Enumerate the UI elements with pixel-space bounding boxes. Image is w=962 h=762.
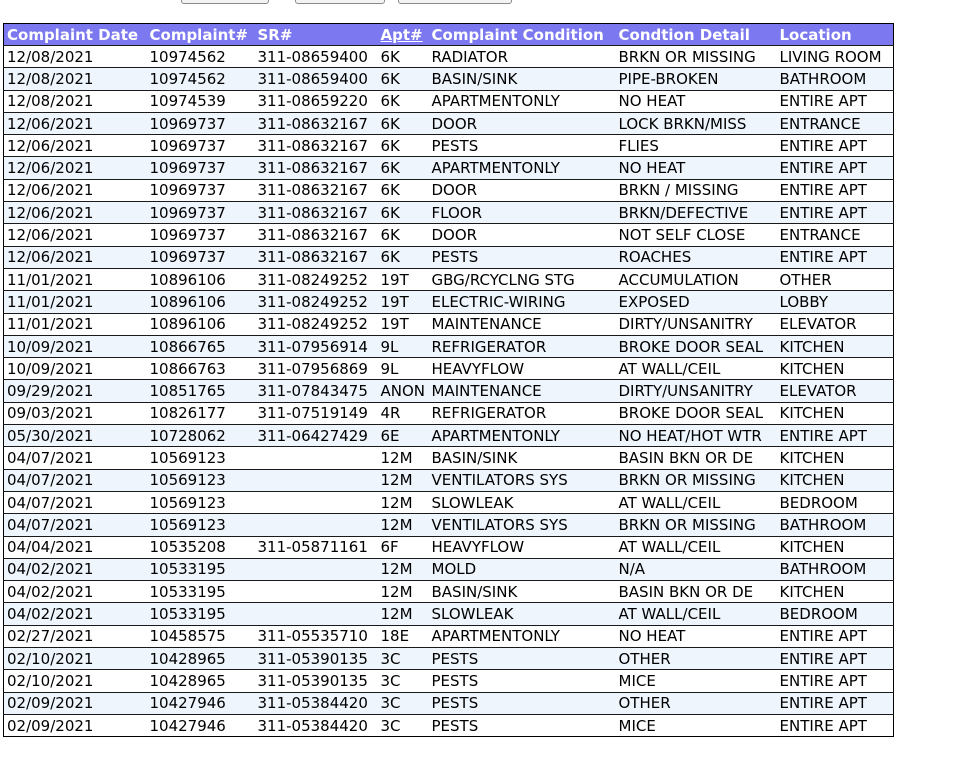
cell-complaint-number: 10896106: [147, 291, 255, 313]
cell-apt-number: ANON: [378, 380, 429, 402]
cell-sr-number: [255, 514, 378, 536]
cell-complaint-number: 10427946: [147, 714, 255, 736]
cell-complaint-date: 04/07/2021: [4, 447, 147, 469]
table-row: [4, 692, 894, 714]
cell-condition-detail: BRKN OR MISSING: [616, 469, 777, 491]
cell-complaint-condition: SLOWLEAK: [429, 603, 616, 625]
cell-apt-number: 6K: [378, 90, 429, 112]
cell-complaint-date: 12/06/2021: [4, 112, 147, 134]
cell-complaint-number: 10974539: [147, 90, 255, 112]
cell-complaint-date: 04/07/2021: [4, 514, 147, 536]
cell-complaint-date: 05/30/2021: [4, 425, 147, 447]
cell-complaint-number: 10851765: [147, 380, 255, 402]
cell-sr-number: 311-05390135: [255, 670, 378, 692]
header-condition-detail: Condtion Detail: [616, 24, 777, 46]
cell-complaint-condition: BASIN/SINK: [429, 581, 616, 603]
cell-condition-detail: NO HEAT/HOT WTR: [616, 425, 777, 447]
cell-complaint-condition: APARTMENTONLY: [429, 625, 616, 647]
cell-location: ENTIRE APT: [777, 179, 894, 201]
cell-complaint-condition: MAINTENANCE: [429, 380, 616, 402]
cell-location: ENTIRE APT: [777, 648, 894, 670]
table-row: [4, 291, 894, 313]
cell-complaint-number: 10866765: [147, 335, 255, 357]
cell-location: ENTRANCE: [777, 224, 894, 246]
table-row: [4, 313, 894, 335]
cell-location: ENTIRE APT: [777, 202, 894, 224]
cell-complaint-date: 04/02/2021: [4, 581, 147, 603]
cell-sr-number: 311-05390135: [255, 648, 378, 670]
cell-complaint-number: 10969737: [147, 179, 255, 201]
cell-complaint-date: 02/09/2021: [4, 714, 147, 736]
cell-condition-detail: OTHER: [616, 648, 777, 670]
cell-location: KITCHEN: [777, 581, 894, 603]
cell-sr-number: 311-08632167: [255, 112, 378, 134]
cell-location: BEDROOM: [777, 603, 894, 625]
cell-location: KITCHEN: [777, 402, 894, 424]
cell-complaint-number: 10569123: [147, 469, 255, 491]
cell-complaint-condition: VENTILATORS SYS: [429, 514, 616, 536]
cell-complaint-condition: APARTMENTONLY: [429, 425, 616, 447]
cell-complaint-condition: FLOOR: [429, 202, 616, 224]
cell-condition-detail: NOT SELF CLOSE: [616, 224, 777, 246]
cell-complaint-number: 10896106: [147, 313, 255, 335]
cell-complaint-condition: DOOR: [429, 179, 616, 201]
cell-location: KITCHEN: [777, 447, 894, 469]
cell-sr-number: 311-08249252: [255, 291, 378, 313]
table-row: [4, 491, 894, 513]
top-controls: [0, 0, 962, 8]
cell-complaint-condition: SLOWLEAK: [429, 491, 616, 513]
cell-apt-number: 12M: [378, 491, 429, 513]
cell-complaint-date: 09/03/2021: [4, 402, 147, 424]
cell-complaint-date: 12/08/2021: [4, 46, 147, 68]
cell-condition-detail: BRKN OR MISSING: [616, 514, 777, 536]
cell-apt-number: 6K: [378, 112, 429, 134]
cell-sr-number: 311-08249252: [255, 313, 378, 335]
cell-apt-number: 12M: [378, 469, 429, 491]
cell-complaint-condition: PESTS: [429, 246, 616, 268]
cell-sr-number: 311-07519149: [255, 402, 378, 424]
cell-apt-number: 6K: [378, 224, 429, 246]
cell-apt-number: 3C: [378, 692, 429, 714]
complaints-table: [3, 23, 894, 737]
table-row: [4, 670, 894, 692]
cell-complaint-number: 10866763: [147, 358, 255, 380]
cell-sr-number: 311-05384420: [255, 692, 378, 714]
cell-sr-number: 311-08632167: [255, 135, 378, 157]
cell-location: ENTIRE APT: [777, 135, 894, 157]
cell-apt-number: 6K: [378, 68, 429, 90]
cell-condition-detail: N/A: [616, 558, 777, 580]
cell-complaint-condition: PESTS: [429, 670, 616, 692]
cell-sr-number: [255, 603, 378, 625]
cell-complaint-date: 12/06/2021: [4, 157, 147, 179]
table-body: [4, 46, 894, 737]
cell-complaint-date: 02/09/2021: [4, 692, 147, 714]
table-row: [4, 714, 894, 736]
cell-location: BATHROOM: [777, 68, 894, 90]
cell-complaint-condition: BASIN/SINK: [429, 68, 616, 90]
cell-condition-detail: ROACHES: [616, 246, 777, 268]
cell-sr-number: 311-05535710: [255, 625, 378, 647]
cell-location: KITCHEN: [777, 358, 894, 380]
cell-complaint-condition: PESTS: [429, 714, 616, 736]
cell-apt-number: 4R: [378, 402, 429, 424]
cell-complaint-condition: MAINTENANCE: [429, 313, 616, 335]
cell-complaint-date: 12/06/2021: [4, 179, 147, 201]
cell-complaint-number: 10969737: [147, 246, 255, 268]
cell-complaint-date: 04/02/2021: [4, 603, 147, 625]
cell-complaint-number: 10533195: [147, 603, 255, 625]
cell-condition-detail: MICE: [616, 670, 777, 692]
table-row: [4, 68, 894, 90]
table-row: [4, 380, 894, 402]
cell-apt-number: 3C: [378, 714, 429, 736]
cell-sr-number: [255, 447, 378, 469]
cell-complaint-number: 10826177: [147, 402, 255, 424]
cell-complaint-date: 11/01/2021: [4, 291, 147, 313]
cell-sr-number: [255, 491, 378, 513]
top-button-2[interactable]: [295, 0, 385, 4]
table-row: [4, 179, 894, 201]
cell-location: ELEVATOR: [777, 313, 894, 335]
cell-complaint-number: 10569123: [147, 447, 255, 469]
cell-complaint-condition: REFRIGERATOR: [429, 402, 616, 424]
cell-location: ENTIRE APT: [777, 714, 894, 736]
cell-condition-detail: BRKN / MISSING: [616, 179, 777, 201]
cell-apt-number: 6E: [378, 425, 429, 447]
cell-location: OTHER: [777, 268, 894, 290]
cell-apt-number: 3C: [378, 670, 429, 692]
table-row: [4, 469, 894, 491]
cell-complaint-date: 12/08/2021: [4, 90, 147, 112]
cell-complaint-number: 10974562: [147, 46, 255, 68]
top-button-1[interactable]: [181, 0, 269, 4]
table-row: [4, 358, 894, 380]
cell-condition-detail: DIRTY/UNSANITRY: [616, 313, 777, 335]
cell-sr-number: [255, 581, 378, 603]
cell-condition-detail: NO HEAT: [616, 625, 777, 647]
header-complaint-date: Complaint Date: [4, 24, 147, 46]
cell-complaint-date: 02/27/2021: [4, 625, 147, 647]
table-header-row: [4, 24, 894, 46]
cell-sr-number: 311-07956914: [255, 335, 378, 357]
cell-condition-detail: AT WALL/CEIL: [616, 603, 777, 625]
cell-sr-number: 311-08249252: [255, 268, 378, 290]
cell-complaint-condition: REFRIGERATOR: [429, 335, 616, 357]
cell-complaint-number: 10533195: [147, 558, 255, 580]
cell-complaint-condition: HEAVYFLOW: [429, 536, 616, 558]
table-row: [4, 335, 894, 357]
header-complaint-number: Complaint#: [147, 24, 255, 46]
cell-condition-detail: BROKE DOOR SEAL: [616, 402, 777, 424]
table-row: [4, 46, 894, 68]
header-sr-number: SR#: [255, 24, 378, 46]
cell-apt-number: 12M: [378, 603, 429, 625]
cell-complaint-number: 10428965: [147, 648, 255, 670]
cell-sr-number: 311-08659400: [255, 68, 378, 90]
cell-complaint-number: 10569123: [147, 491, 255, 513]
cell-condition-detail: MICE: [616, 714, 777, 736]
cell-location: BATHROOM: [777, 558, 894, 580]
cell-condition-detail: BRKN/DEFECTIVE: [616, 202, 777, 224]
cell-apt-number: 9L: [378, 335, 429, 357]
table-row: [4, 447, 894, 469]
cell-complaint-date: 12/06/2021: [4, 135, 147, 157]
cell-sr-number: 311-08632167: [255, 202, 378, 224]
cell-complaint-number: 10458575: [147, 625, 255, 647]
cell-apt-number: 19T: [378, 268, 429, 290]
cell-apt-number: 6K: [378, 179, 429, 201]
cell-apt-number: 18E: [378, 625, 429, 647]
cell-apt-number: 12M: [378, 447, 429, 469]
cell-sr-number: 311-08632167: [255, 157, 378, 179]
cell-complaint-date: 04/07/2021: [4, 491, 147, 513]
cell-location: ENTIRE APT: [777, 246, 894, 268]
cell-complaint-condition: GBG/RCYCLNG STG: [429, 268, 616, 290]
cell-complaint-date: 04/04/2021: [4, 536, 147, 558]
cell-complaint-condition: PESTS: [429, 135, 616, 157]
cell-apt-number: 19T: [378, 291, 429, 313]
cell-location: BEDROOM: [777, 491, 894, 513]
complaints-table-container: [3, 23, 894, 737]
cell-location: KITCHEN: [777, 536, 894, 558]
cell-complaint-number: 10535208: [147, 536, 255, 558]
cell-complaint-number: 10896106: [147, 268, 255, 290]
cell-condition-detail: AT WALL/CEIL: [616, 491, 777, 513]
table-row: [4, 402, 894, 424]
cell-condition-detail: AT WALL/CEIL: [616, 536, 777, 558]
table-row: [4, 648, 894, 670]
cell-complaint-condition: HEAVYFLOW: [429, 358, 616, 380]
cell-complaint-condition: APARTMENTONLY: [429, 157, 616, 179]
cell-complaint-date: 09/29/2021: [4, 380, 147, 402]
cell-complaint-date: 04/07/2021: [4, 469, 147, 491]
cell-complaint-number: 10974562: [147, 68, 255, 90]
cell-condition-detail: ACCUMULATION: [616, 268, 777, 290]
table-row: [4, 581, 894, 603]
cell-complaint-date: 04/02/2021: [4, 558, 147, 580]
table-row: [4, 224, 894, 246]
cell-complaint-date: 10/09/2021: [4, 335, 147, 357]
table-row: [4, 246, 894, 268]
cell-apt-number: 6K: [378, 202, 429, 224]
top-button-3[interactable]: [398, 0, 512, 4]
cell-location: BATHROOM: [777, 514, 894, 536]
cell-sr-number: 311-08659220: [255, 90, 378, 112]
cell-apt-number: 6K: [378, 246, 429, 268]
cell-complaint-condition: ELECTRIC-WIRING: [429, 291, 616, 313]
cell-complaint-condition: BASIN/SINK: [429, 447, 616, 469]
cell-apt-number: 6K: [378, 135, 429, 157]
cell-condition-detail: BASIN BKN OR DE: [616, 447, 777, 469]
header-complaint-condition: Complaint Condition: [429, 24, 616, 46]
cell-sr-number: 311-08632167: [255, 224, 378, 246]
cell-location: ENTIRE APT: [777, 157, 894, 179]
cell-complaint-date: 02/10/2021: [4, 648, 147, 670]
cell-complaint-condition: VENTILATORS SYS: [429, 469, 616, 491]
cell-apt-number: 12M: [378, 514, 429, 536]
cell-location: ENTIRE APT: [777, 425, 894, 447]
cell-location: LOBBY: [777, 291, 894, 313]
table-row: [4, 514, 894, 536]
header-apt-number-sort-link[interactable]: Apt#: [378, 24, 429, 46]
cell-condition-detail: FLIES: [616, 135, 777, 157]
cell-complaint-condition: PESTS: [429, 648, 616, 670]
cell-complaint-condition: PESTS: [429, 692, 616, 714]
cell-apt-number: 6K: [378, 46, 429, 68]
cell-complaint-date: 12/08/2021: [4, 68, 147, 90]
table-row: [4, 558, 894, 580]
cell-complaint-condition: MOLD: [429, 558, 616, 580]
cell-complaint-condition: RADIATOR: [429, 46, 616, 68]
cell-sr-number: 311-08632167: [255, 246, 378, 268]
cell-complaint-condition: DOOR: [429, 224, 616, 246]
cell-location: ENTIRE APT: [777, 625, 894, 647]
cell-location: KITCHEN: [777, 469, 894, 491]
cell-complaint-date: 10/09/2021: [4, 358, 147, 380]
cell-complaint-date: 12/06/2021: [4, 202, 147, 224]
cell-location: LIVING ROOM: [777, 46, 894, 68]
cell-complaint-number: 10969737: [147, 202, 255, 224]
cell-complaint-number: 10969737: [147, 224, 255, 246]
cell-sr-number: 311-05871161: [255, 536, 378, 558]
cell-apt-number: 12M: [378, 558, 429, 580]
header-location: Location: [777, 24, 894, 46]
cell-apt-number: 3C: [378, 648, 429, 670]
table-row: [4, 112, 894, 134]
cell-sr-number: [255, 469, 378, 491]
table-row: [4, 202, 894, 224]
cell-sr-number: 311-08632167: [255, 179, 378, 201]
cell-sr-number: 311-05384420: [255, 714, 378, 736]
cell-location: ENTRANCE: [777, 112, 894, 134]
cell-complaint-number: 10533195: [147, 581, 255, 603]
cell-condition-detail: LOCK BRKN/MISS: [616, 112, 777, 134]
cell-condition-detail: NO HEAT: [616, 157, 777, 179]
cell-sr-number: 311-07956869: [255, 358, 378, 380]
cell-condition-detail: BRKN OR MISSING: [616, 46, 777, 68]
cell-condition-detail: BROKE DOOR SEAL: [616, 335, 777, 357]
cell-location: ENTIRE APT: [777, 692, 894, 714]
cell-complaint-number: 10969737: [147, 157, 255, 179]
cell-condition-detail: BASIN BKN OR DE: [616, 581, 777, 603]
table-row: [4, 90, 894, 112]
cell-sr-number: [255, 558, 378, 580]
cell-complaint-condition: DOOR: [429, 112, 616, 134]
cell-complaint-number: 10569123: [147, 514, 255, 536]
cell-apt-number: 19T: [378, 313, 429, 335]
cell-location: ENTIRE APT: [777, 90, 894, 112]
table-row: [4, 268, 894, 290]
cell-condition-detail: PIPE-BROKEN: [616, 68, 777, 90]
cell-complaint-date: 02/10/2021: [4, 670, 147, 692]
cell-location: ENTIRE APT: [777, 670, 894, 692]
cell-apt-number: 9L: [378, 358, 429, 380]
table-row: [4, 625, 894, 647]
cell-complaint-condition: APARTMENTONLY: [429, 90, 616, 112]
table-row: [4, 157, 894, 179]
table-row: [4, 603, 894, 625]
table-row: [4, 536, 894, 558]
cell-complaint-date: 11/01/2021: [4, 268, 147, 290]
cell-complaint-number: 10969737: [147, 112, 255, 134]
cell-complaint-date: 12/06/2021: [4, 246, 147, 268]
table-row: [4, 425, 894, 447]
cell-apt-number: 12M: [378, 581, 429, 603]
cell-complaint-number: 10969737: [147, 135, 255, 157]
cell-complaint-number: 10428965: [147, 670, 255, 692]
cell-condition-detail: OTHER: [616, 692, 777, 714]
table-row: [4, 135, 894, 157]
cell-sr-number: 311-06427429: [255, 425, 378, 447]
cell-complaint-date: 12/06/2021: [4, 224, 147, 246]
cell-condition-detail: EXPOSED: [616, 291, 777, 313]
cell-complaint-date: 11/01/2021: [4, 313, 147, 335]
cell-apt-number: 6F: [378, 536, 429, 558]
cell-apt-number: 6K: [378, 157, 429, 179]
cell-complaint-number: 10427946: [147, 692, 255, 714]
cell-complaint-number: 10728062: [147, 425, 255, 447]
cell-sr-number: 311-07843475: [255, 380, 378, 402]
cell-condition-detail: NO HEAT: [616, 90, 777, 112]
cell-location: ELEVATOR: [777, 380, 894, 402]
cell-sr-number: 311-08659400: [255, 46, 378, 68]
cell-condition-detail: AT WALL/CEIL: [616, 358, 777, 380]
cell-condition-detail: DIRTY/UNSANITRY: [616, 380, 777, 402]
cell-location: KITCHEN: [777, 335, 894, 357]
